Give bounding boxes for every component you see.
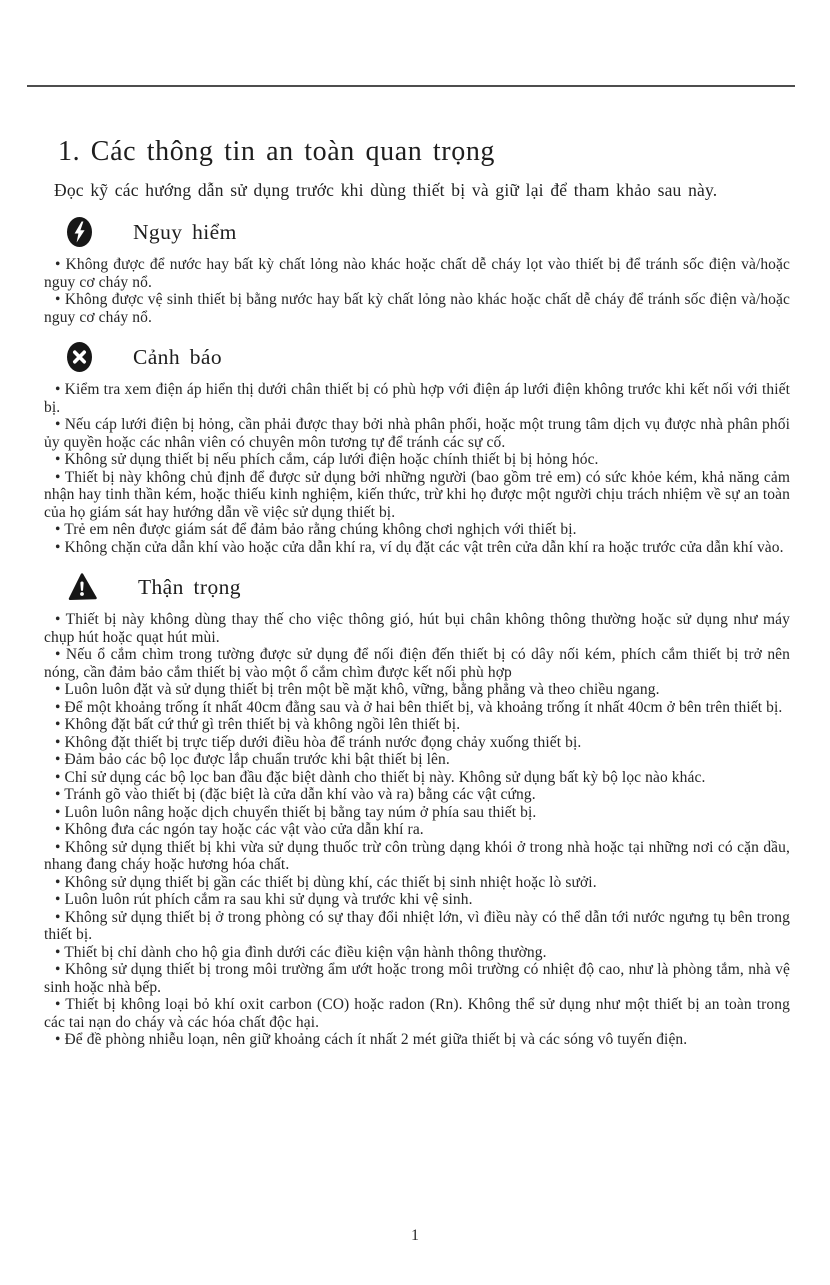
bullet-item: • Không sử dụng thiết bị nếu phích cắm, cáp lưới điện hoặc chính thiết bị bị hỏng hóc. [55, 451, 599, 468]
bullet-item: • Tránh gõ vào thiết bị (đặc biệt là cửa dẫn khí vào và ra) bằng các vật cứng. [55, 786, 536, 803]
caution-bullet-list [44, 611, 790, 1049]
bullet-item: • Thiết bị này không dùng thay thế cho việc thông gió, hút bụi chân không thông thường hoặc sử dụng như máy chụp hút hoặc quạt hút mùi. [44, 611, 790, 646]
bullet-item: • Thiết bị này không chủ định để được sử dụng bởi những người (bao gồm trẻ em) có sức khỏe kém, khả năng cảm nhận hay tinh thần kém, hoặc thiếu kinh nghiệm, kiến thức, trừ khi họ được một người chịu trách nhiệm về sự an toàn của họ giám sát hay hướng dẫn về việc sử dụng thiết bị. [44, 468, 790, 521]
page-subtitle: Đọc kỹ các hướng dẫn sử dụng trước khi dùng thiết bị và giữ lại để tham khảo sau này. [54, 180, 718, 200]
manual-page [0, 85, 830, 1285]
bullet-item: • Kiểm tra xem điện áp hiển thị dưới chân thiết bị có phù hợp với điện áp lưới điện không trước khi kết nối với thiết bị. [44, 381, 790, 416]
danger-bullet-list [44, 256, 790, 326]
section-caution [44, 572, 790, 1049]
warning-triangle-icon [67, 573, 97, 601]
bullet-item: • Chỉ sử dụng các bộ lọc ban đầu đặc biệt dành cho thiết bị này. Không sử dụng bất kỳ bộ lọc nào khác. [55, 768, 706, 786]
bullet-item: • Luôn luôn đặt và sử dụng thiết bị trên một bề mặt khô, vững, bằng phẳng và theo chiều ngang. [55, 681, 660, 698]
bullet-item: • Để đề phòng nhiễu loạn, nên giữ khoảng cách ít nhất 2 mét giữa thiết bị và các sóng vô tuyến điện. [55, 1031, 688, 1048]
top-divider [27, 85, 795, 87]
bullet-item: • Thiết bị không loại bỏ khí oxit carbon (CO) hoặc radon (Rn). Không thể sử dụng như một thiết bị an toàn trong các tai nạn do cháy và các hóa chất độc hại. [44, 996, 790, 1031]
bullet-item: • Trẻ em nên được giám sát để đảm bảo rằng chúng không chơi nghịch với thiết bị. [55, 521, 577, 538]
bullet-item: • Không sử dụng thiết bị gần các thiết bị dùng khí, các thiết bị sinh nhiệt hoặc lò sưởi. [55, 873, 597, 891]
bullet-item: • Không đưa các ngón tay hoặc các vật vào cửa dẫn khí ra. [55, 821, 424, 838]
bullet-item: • Không được để nước hay bất kỳ chất lỏng nào khác hoặc chất dễ cháy lọt vào thiết bị để tránh sốc điện và/hoặc nguy cơ cháy nổ. [44, 256, 790, 291]
bullet-item: • Luôn luôn rút phích cắm ra sau khi sử dụng và trước khi vệ sinh. [55, 891, 473, 908]
warning-bullet-list [44, 381, 790, 556]
bullet-item: • Đảm bảo các bộ lọc được lắp chuẩn trước khi bật thiết bị lên. [55, 751, 450, 768]
bullet-item: • Không đặt thiết bị trực tiếp dưới điều hòa để tránh nước đọng chảy xuống thiết bị. [55, 733, 582, 751]
caution-section-header [67, 572, 790, 602]
caution-section-heading: Thận trọng [138, 574, 241, 599]
section-danger [44, 217, 790, 326]
danger-section-heading: Nguy hiểm [133, 219, 237, 244]
page-number: 1 [411, 1227, 419, 1244]
section-warning [44, 342, 790, 556]
bullet-item: • Nếu cáp lưới điện bị hỏng, cần phải được thay bởi nhà phân phối, hoặc một trung tâm dịch vụ được nhà phân phối ủy quyền hoặc các nhân viên có chuyên môn tương tự để tránh các sự cố. [44, 416, 790, 451]
bullet-item: • Nếu ổ cắm chìm trong tường được sử dụng để nối điện đến thiết bị có dây nối kém, phích cắm thiết bị trở nên nóng, cần đảm bảo cắm thiết bị vào một ổ cắm chìm được kết nối phù hợp [44, 646, 790, 681]
bullet-item: • Luôn luôn nâng hoặc dịch chuyển thiết bị bằng tay núm ở phía sau thiết bị. [55, 803, 537, 821]
page-title: 1. Các thông tin an toàn quan trọng [58, 136, 496, 167]
bullet-item: • Không sử dụng thiết bị trong môi trường ẩm ướt hoặc trong môi trường có nhiệt độ cao, như là phòng tắm, nhà vệ sinh hoặc nhà bếp. [44, 961, 790, 996]
x-circle-icon [67, 342, 92, 372]
bullet-item: • Không sử dụng thiết bị ở trong phòng có sự thay đổi nhiệt lớn, vì điều này có thể dẫn tới nước ngưng tụ bên trong thiết bị. [44, 908, 790, 943]
bullet-item: • Không đặt bất cứ thứ gì trên thiết bị và không ngồi lên thiết bị. [55, 716, 461, 733]
warning-section-heading: Cảnh báo [133, 344, 223, 369]
bullet-item: • Để một khoảng trống ít nhất 40cm đằng sau và ở hai bên thiết bị, và khoảng trống ít nhất 40cm ở bên trên thiết bị. [55, 698, 783, 716]
bullet-item: • Không được vệ sinh thiết bị bằng nước hay bất kỳ chất lỏng nào khác hoặc chất dễ cháy để tránh sốc điện và/hoặc nguy cơ cháy nổ. [44, 291, 790, 326]
bullet-item: • Không chặn cửa dẫn khí vào hoặc cửa dẫn khí ra, ví dụ đặt các vật trên cửa dẫn khí ra hoặc trước cửa dẫn khí vào. [55, 538, 784, 556]
danger-section-header [67, 217, 790, 247]
lightning-circle-icon [67, 217, 92, 247]
warning-section-header [67, 342, 790, 372]
page-content [44, 136, 790, 1049]
bullet-item: • Không sử dụng thiết bị khi vừa sử dụng thuốc trừ côn trùng dạng khói ở trong nhà hoặc tại những nơi có cặn dầu, nhang đang cháy hoặc hương hóa chất. [44, 838, 790, 873]
bullet-item: • Thiết bị chỉ dành cho hộ gia đình dưới các điều kiện vận hành thông thường. [55, 943, 547, 961]
